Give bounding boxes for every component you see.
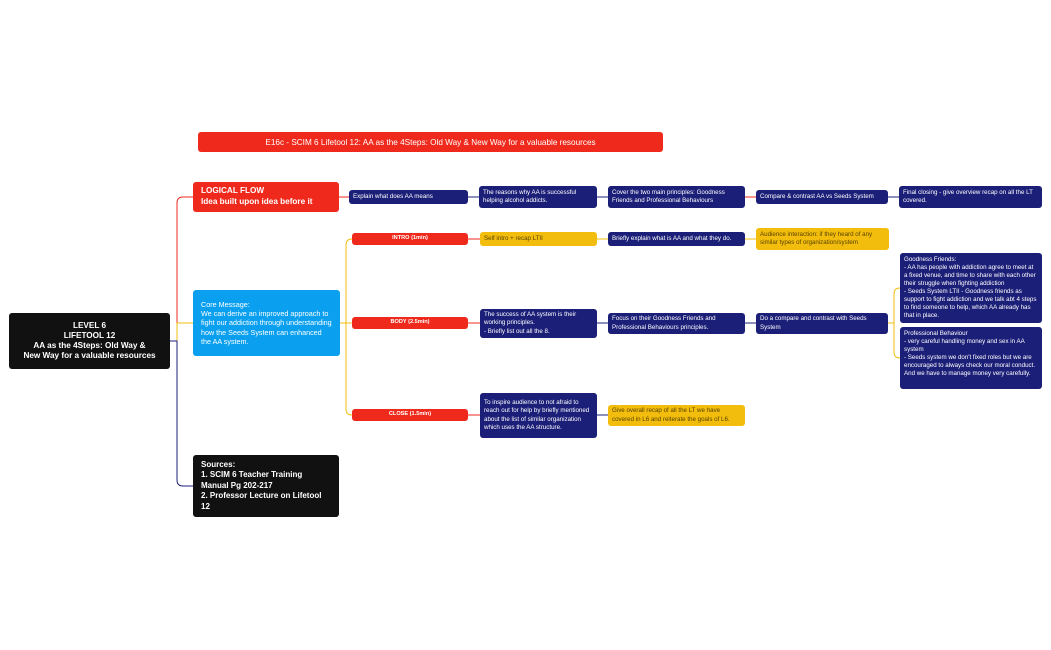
close-label[interactable]: CLOSE (1.5min) (352, 409, 468, 421)
link-body-goodness (888, 288, 900, 323)
close-step-2[interactable]: Give overall recap of all the LT we have covered in L6 and reiterate the goals of L6. (608, 405, 745, 426)
body-step-1[interactable]: The success of AA system is their working principles. - Briefly list out all the 8. (480, 309, 597, 338)
link-root-sources (170, 341, 193, 486)
body-step-2[interactable]: Focus on their Goodness Friends and Professional Behaviours principles. (608, 313, 745, 334)
map-title[interactable]: E16c - SCIM 6 Lifetool 12: AA as the 4Steps: Old Way & New Way for a valuable resources (198, 132, 663, 152)
body-step-3[interactable]: Do a compare and contrast with Seeds System (756, 313, 888, 334)
link-root-logical (170, 197, 193, 341)
logical-flow-subheading: Idea built upon idea before it (201, 197, 313, 206)
logical-flow-node[interactable] (193, 182, 339, 212)
link-core-close (340, 323, 352, 415)
link-core-intro (340, 239, 352, 323)
link-body-professional (888, 323, 900, 358)
logical-flow-heading: LOGICAL FLOW (201, 186, 265, 196)
logical-step-1[interactable]: Explain what does AA means (349, 190, 468, 204)
core-message-node[interactable]: Core Message: We can derive an improved approach to fight our addiction through understanding how the Seeds System can enhanced the AA system. (193, 290, 340, 356)
logical-step-3[interactable]: Cover the two main principles: Goodness Friends and Professional Behaviours (608, 186, 745, 208)
logical-step-2[interactable]: The reasons why AA is successful helping alcohol addicts. (479, 186, 597, 208)
goodness-friends-node[interactable]: Goodness Friends: - AA has people with addiction agree to meet at a fixed venue, and time to share with each other their struggle when fighting addiction - Seeds System LTII - Goodness friends as support to fight addiction and we talk abt 4 steps to find someone to help, which AA already has that in place. (900, 253, 1042, 323)
body-label[interactable]: BODY (2.5min) (352, 317, 468, 329)
close-step-1[interactable]: To inspire audience to not afraid to reach out for help by briefly mentioned about the list of similar organization which uses the AA structure. (480, 393, 597, 438)
root-node[interactable]: LEVEL 6 LIFETOOL 12 AA as the 4Steps: Old Way & New Way for a valuable resources (9, 313, 170, 369)
link-root-core (170, 323, 193, 341)
professional-behaviour-node[interactable]: Professional Behaviour - very careful handling money and sex in AA system - Seeds system we don't fixed roles but we are encouraged to always check our moral conduct. And we have to manage money very carefully. (900, 327, 1042, 389)
sources-node[interactable]: Sources: 1. SCIM 6 Teacher Training Manual Pg 202-217 2. Professor Lecture on Lifetool 12 (193, 455, 339, 517)
intro-step-3[interactable]: Audience interaction: if they heard of any similar types of organization/system (756, 228, 889, 250)
intro-step-1[interactable]: Self intro + recap LTII (480, 232, 597, 246)
intro-step-2[interactable]: Briefly explain what is AA and what they do. (608, 232, 745, 246)
logical-step-4[interactable]: Compare & contrast AA vs Seeds System (756, 190, 888, 204)
logical-step-5[interactable]: Final closing - give overview recap on all the LT covered. (899, 186, 1042, 208)
intro-label[interactable]: INTRO (1min) (352, 233, 468, 245)
